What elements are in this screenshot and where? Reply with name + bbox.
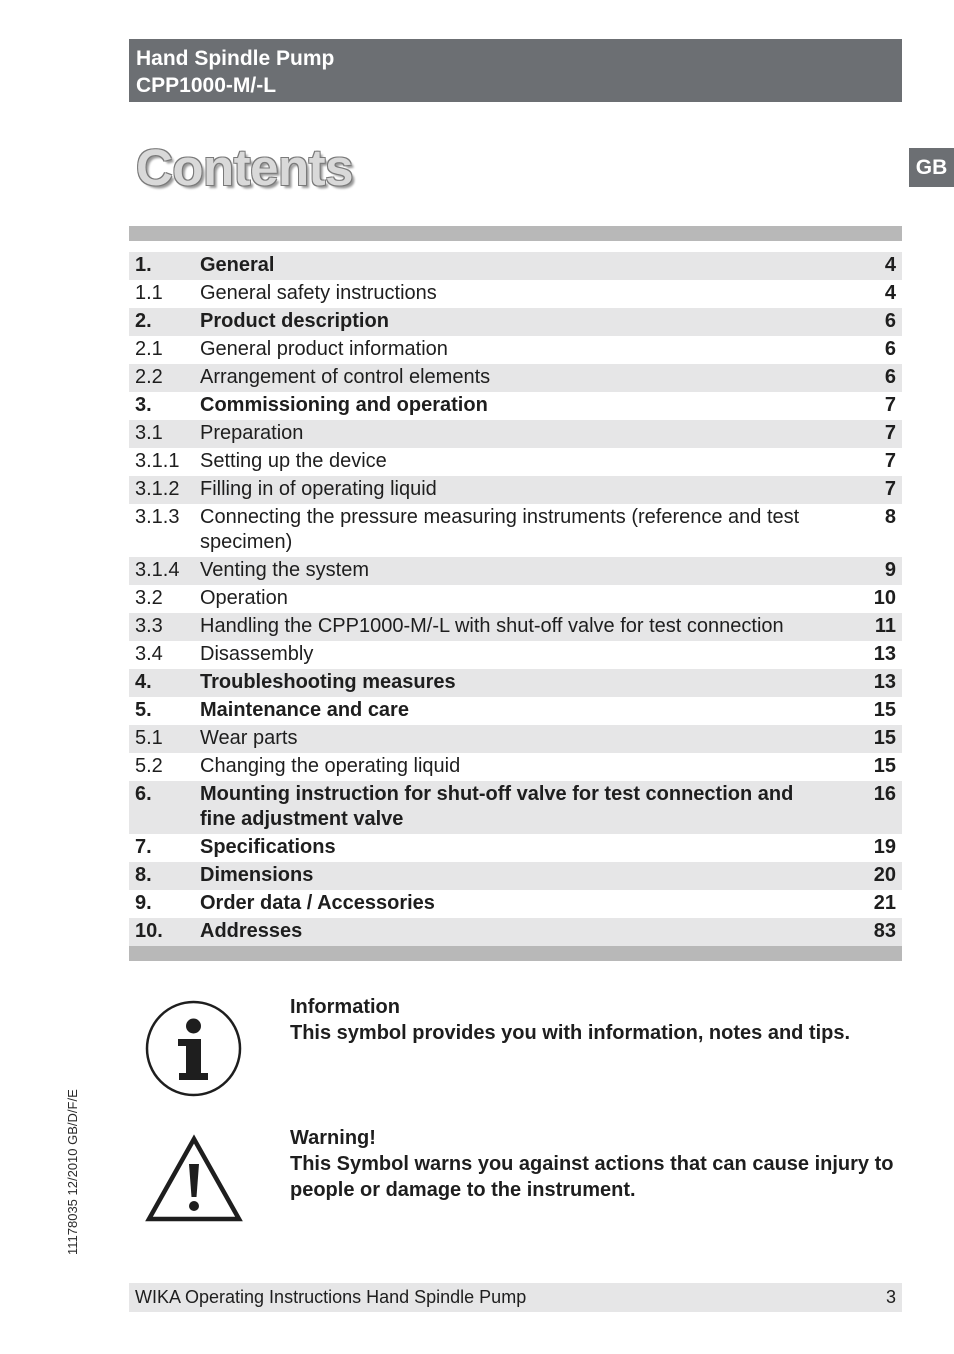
- information-heading: Information: [290, 996, 400, 1018]
- toc-row: [129, 641, 902, 669]
- toc-row: [129, 448, 902, 476]
- toc-page: 19: [873, 836, 896, 858]
- toc-title: Troubleshooting measures: [200, 671, 456, 693]
- toc-title: Dimensions: [200, 864, 314, 886]
- toc-number: 1.: [135, 254, 152, 276]
- toc-row: [129, 753, 902, 781]
- toc-page: 7: [884, 394, 896, 416]
- toc-page: 15: [873, 755, 896, 777]
- toc-number: 3.1: [135, 422, 163, 444]
- toc-row: [129, 890, 902, 918]
- toc-number: 6.: [135, 783, 152, 805]
- toc-page: 10: [873, 587, 896, 609]
- toc-row: [129, 392, 902, 420]
- page-footer: [129, 1283, 902, 1312]
- toc-number: 8.: [135, 864, 152, 886]
- toc-row: [129, 476, 902, 504]
- toc-page: 6: [884, 310, 896, 332]
- page-number: 3: [885, 1287, 896, 1307]
- toc-page: 16: [873, 783, 896, 805]
- toc-page: 13: [873, 643, 896, 665]
- toc-row: [129, 613, 902, 641]
- toc-page: 21: [873, 892, 896, 914]
- warning-heading: Warning!: [290, 1127, 376, 1149]
- toc-title: Commissioning and operation: [200, 394, 488, 416]
- bottom-divider: [129, 946, 902, 961]
- toc-title: Product description: [200, 310, 389, 332]
- toc-page: 7: [884, 478, 896, 500]
- toc-page: 7: [884, 450, 896, 472]
- toc-number: 1.1: [135, 282, 163, 304]
- information-icon: [145, 1000, 242, 1102]
- toc-title: Wear parts: [200, 727, 298, 749]
- toc-row: [129, 504, 902, 557]
- toc-number: 4.: [135, 671, 152, 693]
- toc-number: 2.2: [135, 366, 163, 388]
- toc-page: 6: [884, 338, 896, 360]
- toc-title: Venting the system: [200, 559, 369, 581]
- toc-row: [129, 585, 902, 613]
- toc-number: 3.1.3: [135, 506, 180, 528]
- toc-title: Specifications: [200, 836, 336, 858]
- toc-row: [129, 420, 902, 448]
- toc-row: [129, 308, 902, 336]
- toc-number: 3.4: [135, 643, 163, 665]
- toc-title: General: [200, 254, 275, 276]
- warning-note: [290, 1125, 900, 1203]
- toc-number: 3.2: [135, 587, 163, 609]
- toc-number: 9.: [135, 892, 152, 914]
- information-note: [290, 994, 900, 1046]
- toc-title: Filling in of operating liquid: [200, 478, 437, 500]
- top-divider: [129, 226, 902, 241]
- toc-title: Mounting instruction for shut-off valve for test connection and fine adjustment valve: [200, 783, 794, 830]
- toc-title: Setting up the device: [200, 450, 387, 472]
- toc-number: 3.1.4: [135, 559, 180, 581]
- toc-number: 3.1.1: [135, 450, 180, 472]
- page-title: Contents: [136, 139, 353, 196]
- toc-title: Connecting the pressure measuring instruments (reference and test specimen): [200, 506, 800, 553]
- toc-row: [129, 364, 902, 392]
- toc-number: 5.1: [135, 727, 163, 749]
- toc-number: 10.: [135, 920, 163, 942]
- toc-title: Addresses: [200, 920, 303, 942]
- table-of-contents: [129, 252, 902, 946]
- toc-page: 83: [873, 920, 896, 942]
- toc-row: [129, 862, 902, 890]
- warning-icon: [144, 1134, 244, 1229]
- information-text: This symbol provides you with information, notes and tips.: [290, 1022, 851, 1044]
- toc-page: 15: [873, 727, 896, 749]
- toc-title: Operation: [200, 587, 288, 609]
- toc-page: 20: [873, 864, 896, 886]
- toc-row: [129, 252, 902, 280]
- toc-row: [129, 336, 902, 364]
- header-product-name: Hand Spindle Pump: [136, 47, 335, 70]
- toc-title: Changing the operating liquid: [200, 755, 461, 777]
- footer-text: WIKA Operating Instructions Hand Spindle Pump: [135, 1287, 527, 1307]
- toc-row: [129, 918, 902, 946]
- language-tab: GB: [909, 148, 954, 187]
- toc-row: [129, 280, 902, 308]
- toc-number: 2.1: [135, 338, 163, 360]
- document-header: [129, 39, 902, 102]
- toc-row: [129, 781, 902, 834]
- toc-row: [129, 834, 902, 862]
- toc-row: [129, 697, 902, 725]
- toc-page: 6: [884, 366, 896, 388]
- header-model: CPP1000-M/-L: [136, 74, 277, 97]
- toc-page: 8: [884, 506, 896, 528]
- toc-row: [129, 669, 902, 697]
- toc-page: 9: [884, 559, 896, 581]
- toc-title: Arrangement of control elements: [200, 366, 491, 388]
- toc-number: 3.1.2: [135, 478, 180, 500]
- toc-number: 5.: [135, 699, 152, 721]
- toc-title: Maintenance and care: [200, 699, 409, 721]
- toc-page: 7: [884, 422, 896, 444]
- toc-title: General safety instructions: [200, 282, 437, 304]
- toc-title: Disassembly: [200, 643, 314, 665]
- toc-page: 4: [884, 254, 896, 276]
- toc-page: 11: [874, 615, 896, 637]
- toc-number: 2.: [135, 310, 152, 332]
- toc-page: 4: [884, 282, 896, 304]
- toc-row: [129, 725, 902, 753]
- toc-number: 5.2: [135, 755, 163, 777]
- toc-page: 13: [873, 671, 896, 693]
- toc-title: Handling the CPP1000-M/-L with shut-off valve for test connection: [200, 615, 784, 637]
- toc-number: 3.3: [135, 615, 163, 637]
- toc-title: Preparation: [200, 422, 304, 444]
- toc-title: General product information: [200, 338, 448, 360]
- toc-number: 7.: [135, 836, 152, 858]
- toc-number: 3.: [135, 394, 152, 416]
- toc-page: 15: [873, 699, 896, 721]
- toc-row: [129, 557, 902, 585]
- toc-title: Order data / Accessories: [200, 892, 435, 914]
- warning-text: This Symbol warns you against actions that can cause injury to people or damage to the instrument.: [290, 1153, 894, 1201]
- document-code: 11178035 12/2010 GB/D/F/E: [65, 1089, 80, 1255]
